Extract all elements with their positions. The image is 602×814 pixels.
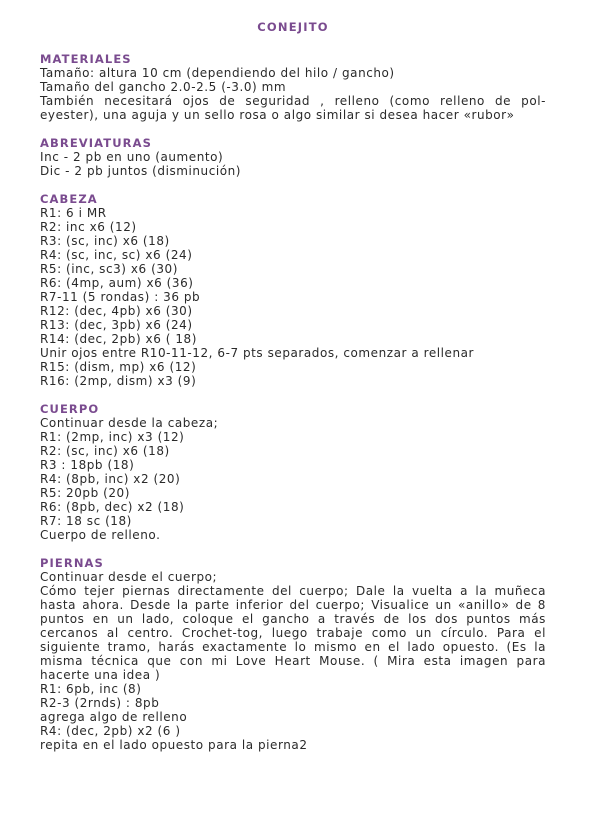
cabeza-round-line: R4: (sc, inc, sc) x6 (24) (40, 248, 193, 262)
cabeza-round-line: R13: (dec, 3pb) x6 (24) (40, 318, 193, 332)
abreviaturas-line: Dic - 2 pb juntos (disminución) (40, 164, 242, 178)
cuerpo-round-line: R4: (8pb, inc) x2 (20) (40, 472, 181, 486)
piernas-intro-line: Continuar desde el cuerpo; (40, 570, 218, 584)
cabeza-round-line: R7-11 (5 rondas) : 36 pb (40, 290, 201, 304)
page-title: CONEJITO (257, 20, 329, 34)
piernas-round-line: R2-3 (2rnds) : 8pb (40, 696, 160, 710)
cuerpo-round-line: Continuar desde la cabeza; (40, 416, 219, 430)
cabeza-round-line: R15: (dism, mp) x6 (12) (40, 360, 197, 374)
materiales-line: Tamaño: altura 10 cm (dependiendo del hilo / gancho) (40, 66, 395, 80)
cuerpo-round-line: R2: (sc, inc) x6 (18) (40, 444, 170, 458)
piernas-round-line: agrega algo de relleno (40, 710, 188, 724)
section-materiales (40, 52, 546, 122)
cabeza-round-line: R6: (4mp, aum) x6 (36) (40, 276, 194, 290)
piernas-round-line: repita en el lado opuesto para la pierna2 (40, 738, 308, 752)
section-abreviaturas (40, 136, 546, 178)
cuerpo-round-line: R5: 20pb (20) (40, 486, 130, 500)
cabeza-round-line: R1: 6 i MR (40, 206, 107, 220)
abreviaturas-line: Inc - 2 pb en uno (aumento) (40, 150, 224, 164)
section-heading-abreviaturas: ABREVIATURAS (40, 136, 152, 150)
cabeza-round-line: R16: (2mp, dism) x3 (9) (40, 374, 197, 388)
piernas-round-line: R1: 6pb, inc (8) (40, 682, 142, 696)
piernas-round-line: R4: (dec, 2pb) x2 (6 ) (40, 724, 181, 738)
section-heading-cabeza: CABEZA (40, 192, 98, 206)
materiales-paragraph: También necesitará ojos de seguridad , relleno (como relleno de pol-eyester), una aguja y un sello rosa o algo similar si desea hacer «rubor» (40, 94, 546, 122)
document-page (40, 20, 546, 766)
cuerpo-round-line: R3 : 18pb (18) (40, 458, 135, 472)
cabeza-round-line: R5: (inc, sc3) x6 (30) (40, 262, 178, 276)
section-heading-materiales: MATERIALES (40, 52, 132, 66)
cabeza-round-line: Unir ojos entre R10-11-12, 6-7 pts separados, comenzar a rellenar (40, 346, 475, 360)
cabeza-round-line: R14: (dec, 2pb) x6 ( 18) (40, 332, 197, 346)
cabeza-round-line: R2: inc x6 (12) (40, 220, 137, 234)
section-cabeza (40, 192, 546, 388)
section-piernas (40, 556, 546, 752)
section-heading-cuerpo: CUERPO (40, 402, 100, 416)
section-cuerpo (40, 402, 546, 542)
cabeza-round-line: R12: (dec, 4pb) x6 (30) (40, 304, 193, 318)
cuerpo-round-line: R7: 18 sc (18) (40, 514, 132, 528)
materiales-line: Tamaño del gancho 2.0-2.5 (-3.0) mm (40, 80, 287, 94)
cuerpo-round-line: Cuerpo de relleno. (40, 528, 161, 542)
cabeza-round-line: R3: (sc, inc) x6 (18) (40, 234, 170, 248)
cuerpo-round-line: R6: (8pb, dec) x2 (18) (40, 500, 185, 514)
section-heading-piernas: PIERNAS (40, 556, 104, 570)
piernas-paragraph: Cómo tejer piernas directamente del cuerpo; Dale la vuelta a la muñeca hasta ahora. Desde la parte inferior del cuerpo; Visualice un «anillo» de 8 puntos en un lado, coloque el gancho a través de los dos puntos más cercanos al centro. Crochet-tog, luego trabaje como un círculo. Para el siguiente tramo, harás exactamente lo mismo en el lado opuesto. (Es la misma técnica que con mi Love Heart Mouse. ( Mira esta imagen para hacerte una idea ) (40, 584, 546, 682)
cuerpo-round-line: R1: (2mp, inc) x3 (12) (40, 430, 185, 444)
